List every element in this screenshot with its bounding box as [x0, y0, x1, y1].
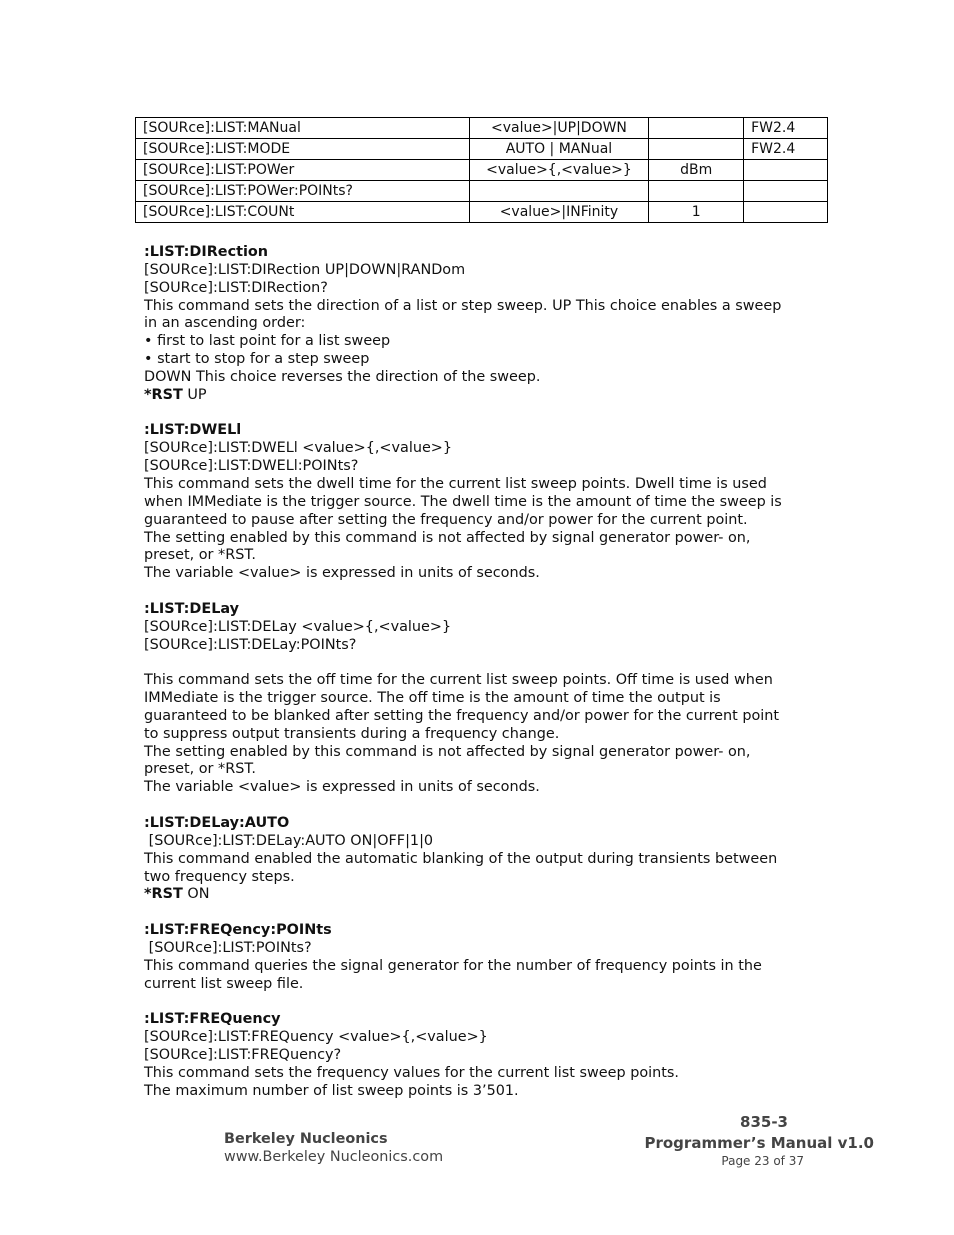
section-heading: :LIST:DELay — [144, 600, 240, 617]
parameter-cell: AUTO | MANual — [469, 139, 649, 160]
body-line: This command enabled the automatic blanking of the output during transients between — [144, 850, 778, 867]
body-line: This command sets the direction of a list or step sweep. UP This choice enables a sweep — [144, 297, 782, 314]
section-list-direction — [144, 244, 824, 405]
body-line: [SOURce]:LIST:DELay <value>{,<value>} — [144, 618, 452, 635]
body-line: This command queries the signal generator for the number of frequency points in the — [144, 957, 762, 974]
command-cell: [SOURce]:LIST:COUNt — [136, 202, 470, 223]
body-line: to suppress output transients during a frequency change. — [144, 725, 560, 742]
company-website: www.Berkeley Nucleonics.com — [224, 1149, 444, 1165]
parameter-cell: <value>{,<value>} — [469, 160, 649, 181]
section-heading: :LIST:FREQuency — [144, 1011, 281, 1028]
command-cell: [SOURce]:LIST:POWer:POINts? — [136, 181, 470, 202]
section-heading: :LIST:DIRection — [144, 244, 269, 260]
unit-cell: dBm — [649, 160, 744, 181]
section-list-dwell — [144, 422, 824, 583]
footer-company-block — [224, 1130, 443, 1166]
body-line: [SOURce]:LIST:FREQuency? — [144, 1046, 342, 1063]
firmware-cell — [744, 181, 828, 202]
body-line: The setting enabled by this command is not affected by signal generator power- on, — [144, 743, 751, 760]
table-row — [136, 181, 828, 202]
unit-cell — [649, 118, 744, 139]
body-line: This command sets the dwell time for the current list sweep points. Dwell time is used — [144, 475, 767, 492]
section-heading: :LIST:DELay:AUTO — [144, 815, 290, 831]
page-number: Page 23 of 37 — [721, 1154, 804, 1168]
body-line: preset, or *RST. — [144, 547, 257, 564]
section-list-delay — [144, 601, 824, 797]
rst-line — [144, 886, 824, 904]
body-line: This command sets the off time for the current list sweep points. Off time is used when — [144, 672, 773, 689]
rst-value: UP — [182, 386, 207, 403]
body-line: [SOURce]:LIST:DWELl <value>{,<value>} — [144, 440, 453, 457]
body-line: IMMediate is the trigger source. The off time is the amount of time the output is — [144, 690, 721, 707]
parameter-cell — [469, 181, 649, 202]
model-number: 835-3 — [740, 1113, 788, 1131]
body-line: guaranteed to be blanked after setting the frequency and/or power for the current point — [144, 707, 780, 724]
firmware-cell: FW2.4 — [744, 139, 828, 160]
body-line: [SOURce]:LIST:DIRection? — [144, 279, 328, 296]
body-line: • start to stop for a step sweep — [144, 351, 370, 368]
section-heading: :LIST:FREQency:POINts — [144, 922, 332, 939]
body-line: guaranteed to pause after setting the frequency and/or power for the current point. — [144, 511, 748, 528]
firmware-cell: FW2.4 — [744, 118, 828, 139]
manual-title: Programmer’s Manual v1.0 — [644, 1134, 874, 1152]
section-list-frequency — [144, 1011, 824, 1100]
table-row — [136, 139, 828, 160]
document-body — [144, 244, 824, 1118]
body-line: two frequency steps. — [144, 868, 295, 885]
body-line: [SOURce]:LIST:FREQuency <value>{,<value>} — [144, 1029, 488, 1046]
unit-cell — [649, 139, 744, 160]
body-line: in an ascending order: — [144, 315, 306, 332]
body-line: [SOURce]:LIST:POINts? — [144, 939, 312, 956]
body-line: • first to last point for a list sweep — [144, 333, 391, 350]
table-row — [136, 202, 828, 223]
table-row — [136, 118, 828, 139]
rst-label: *RST — [144, 886, 183, 903]
body-line: [SOURce]:LIST:DELay:AUTO ON|OFF|1|0 — [144, 832, 434, 849]
body-line: The maximum number of list sweep points is 3’501. — [144, 1082, 519, 1099]
body-line: This command sets the frequency values for the current list sweep points. — [144, 1064, 679, 1081]
unit-cell — [649, 181, 744, 202]
rst-label: *RST — [144, 386, 183, 403]
body-line: The variable <value> is expressed in units of seconds. — [144, 779, 540, 796]
body-line: The variable <value> is expressed in units of seconds. — [144, 565, 540, 582]
company-name: Berkeley Nucleonics — [224, 1131, 388, 1147]
firmware-cell — [744, 160, 828, 181]
rst-value: ON — [182, 886, 210, 903]
blank-line — [144, 654, 824, 672]
parameter-cell: <value>|INFinity — [469, 202, 649, 223]
body-line: DOWN This choice reverses the direction of the sweep. — [144, 368, 541, 385]
body-line: The setting enabled by this command is not affected by signal generator power- on, — [144, 529, 751, 546]
section-list-freq-points — [144, 922, 824, 993]
section-list-delay-auto — [144, 815, 824, 904]
body-line: [SOURce]:LIST:DIRection UP|DOWN|RANDom — [144, 261, 466, 278]
body-line: when IMMediate is the trigger source. The dwell time is the amount of time the sweep is — [144, 493, 782, 510]
firmware-cell — [744, 202, 828, 223]
command-table — [135, 117, 828, 223]
command-cell: [SOURce]:LIST:MODE — [136, 139, 470, 160]
footer-document-block — [644, 1112, 874, 1168]
body-line: current list sweep file. — [144, 975, 304, 992]
section-heading: :LIST:DWELl — [144, 422, 242, 439]
command-cell: [SOURce]:LIST:MANual — [136, 118, 470, 139]
unit-cell: 1 — [649, 202, 744, 223]
rst-line — [144, 387, 824, 405]
body-line: [SOURce]:LIST:DWELl:POINts? — [144, 458, 359, 475]
command-cell: [SOURce]:LIST:POWer — [136, 160, 470, 181]
parameter-cell: <value>|UP|DOWN — [469, 118, 649, 139]
body-line: [SOURce]:LIST:DELay:POINts? — [144, 636, 357, 653]
table-row — [136, 160, 828, 181]
body-line: preset, or *RST. — [144, 761, 257, 778]
